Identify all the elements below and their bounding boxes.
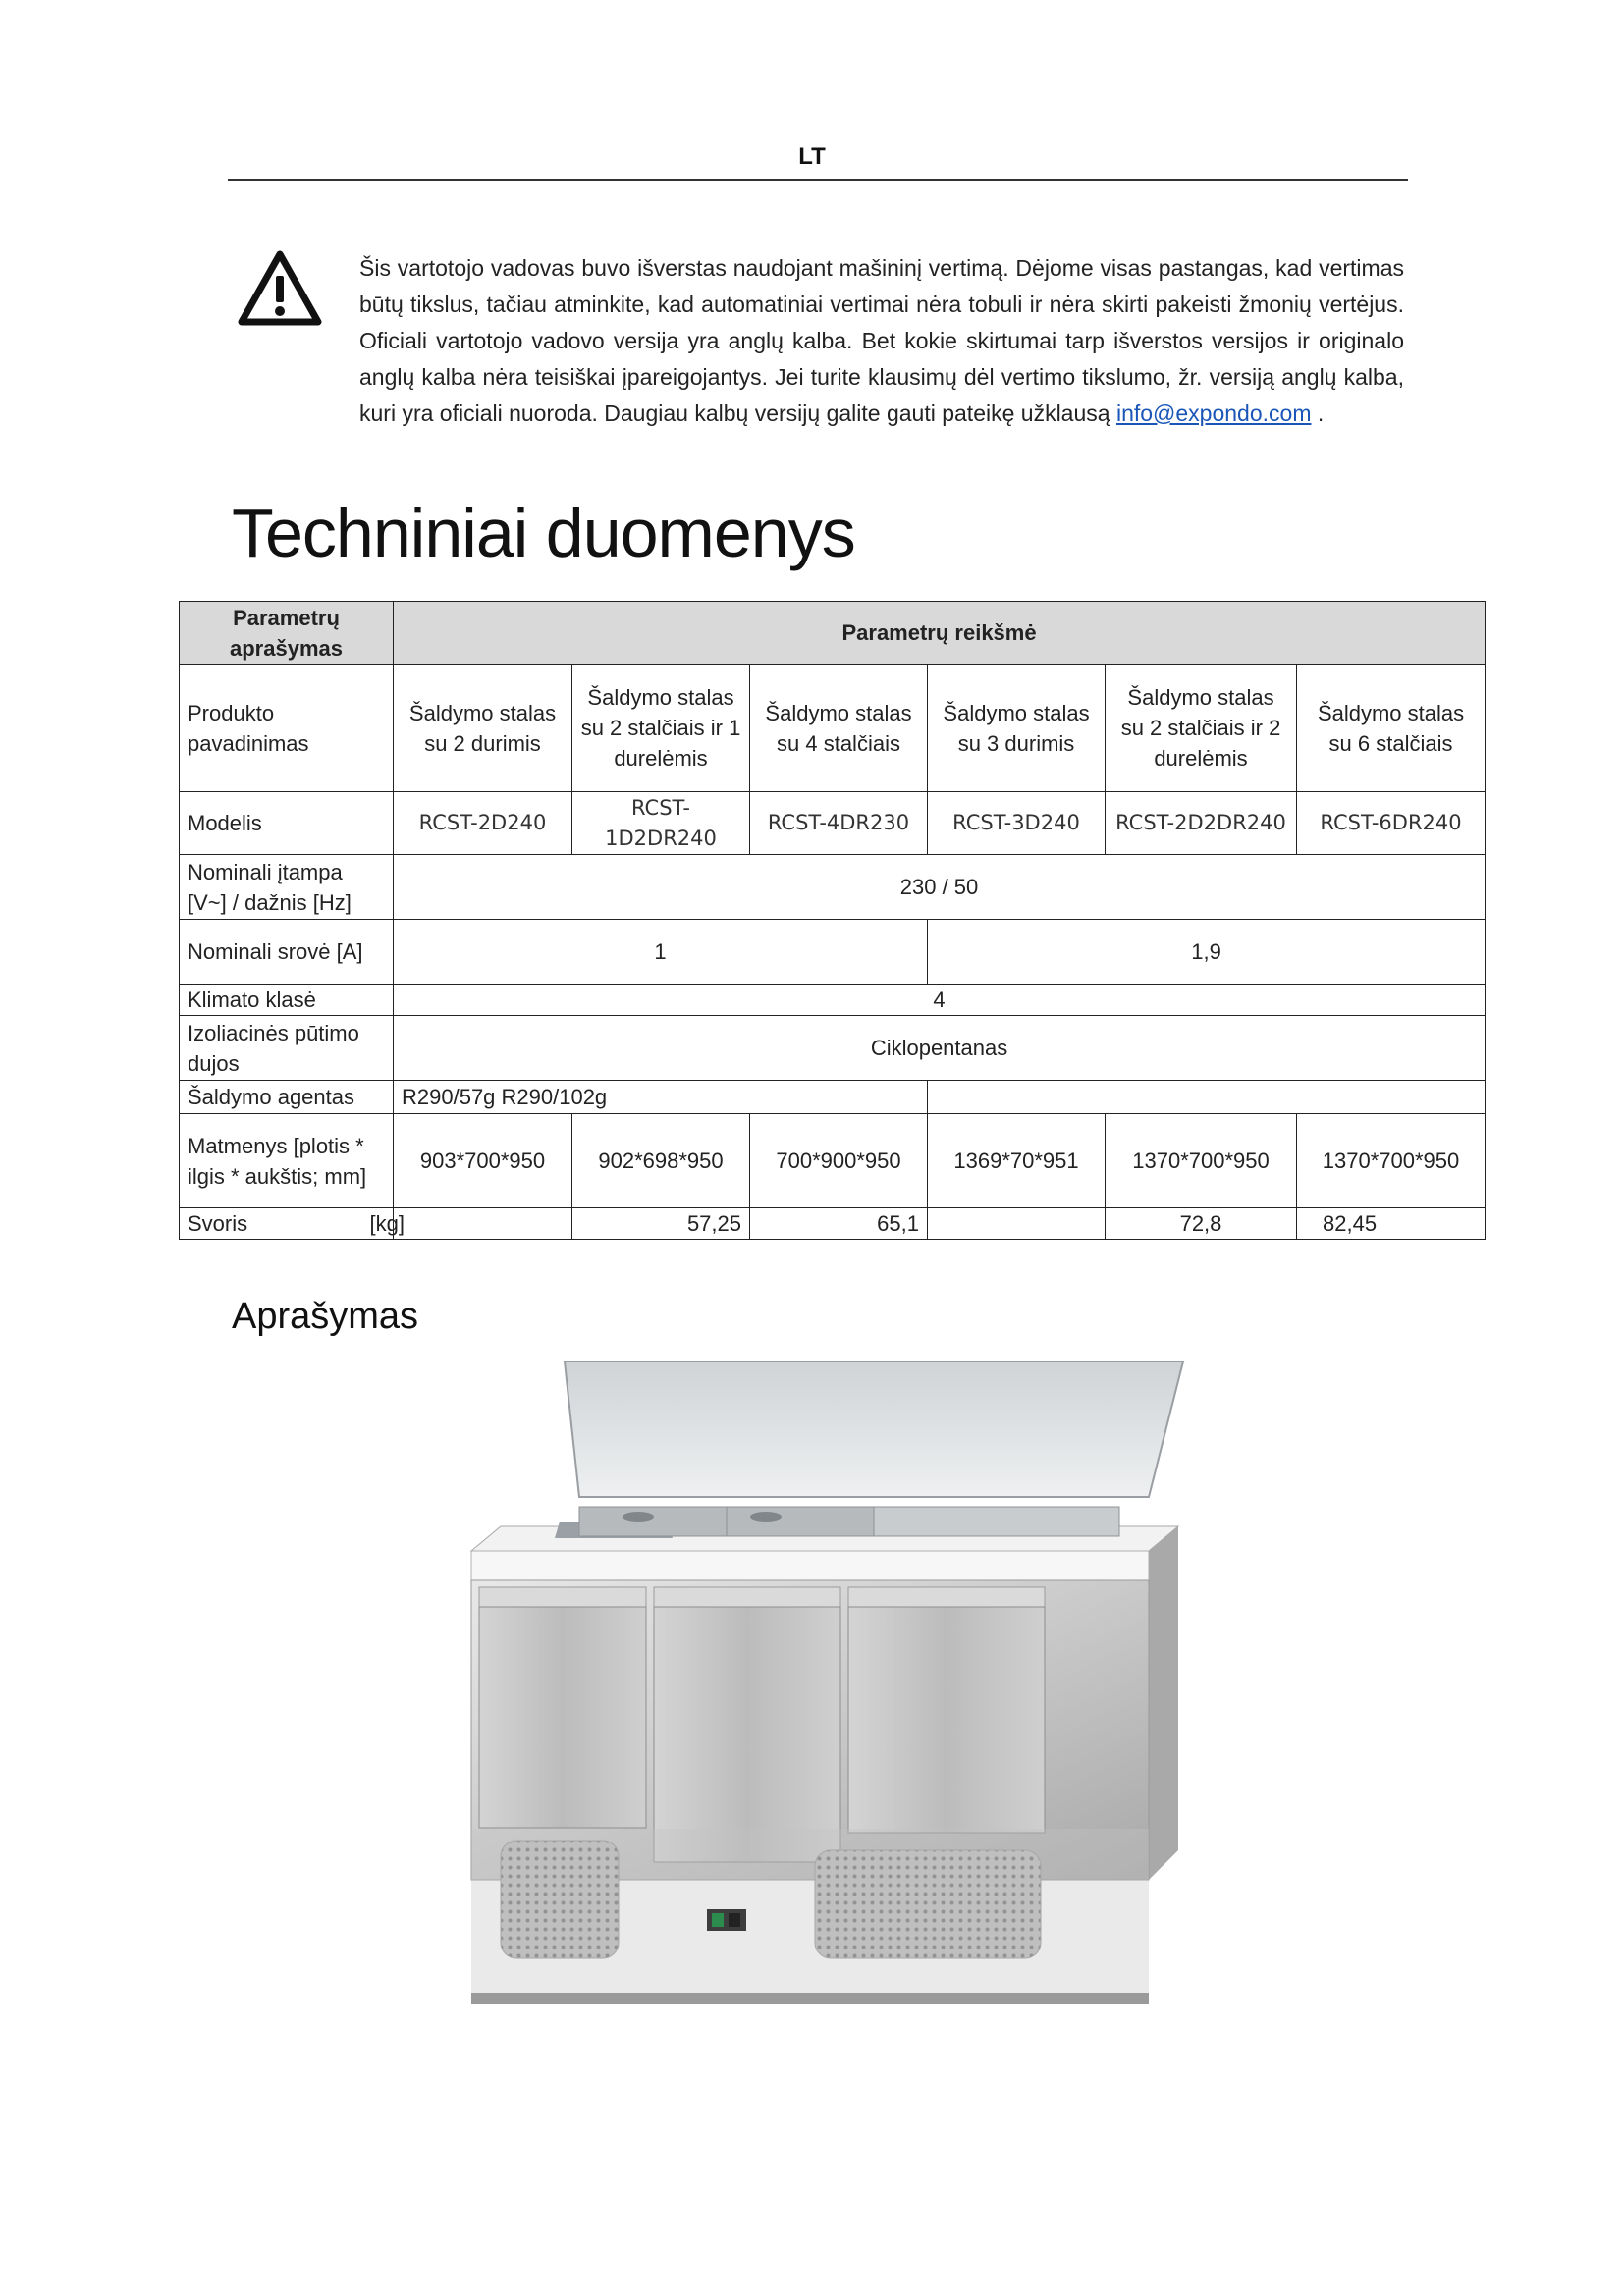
- weight-label-cell: [180, 1208, 405, 1240]
- dimensions-cell: 700*900*950: [750, 1114, 928, 1208]
- dimensions-cell: 1370*700*950: [1297, 1114, 1486, 1208]
- refrigerated-table-photo: [461, 1360, 1188, 2012]
- weight-cell: 65,1: [750, 1208, 928, 1240]
- current-row: [180, 920, 1486, 985]
- technical-data-table: [179, 601, 1486, 1240]
- model-cell: RCST-6DR240: [1297, 792, 1486, 855]
- refrigerant-empty-cell: [928, 1081, 1486, 1114]
- header-value-cell: Parametrų reikšmė: [394, 602, 1486, 665]
- section-title: Techniniai duomenys: [232, 495, 855, 571]
- translation-disclaimer: [359, 250, 1404, 432]
- voltage-value: 230 / 50: [394, 855, 1486, 920]
- model-cell: RCST-3D240: [928, 792, 1106, 855]
- weight-unit: [kg]: [369, 1211, 405, 1236]
- voltage-label: Nominali įtampa [V~] / dažnis [Hz]: [180, 855, 394, 920]
- voltage-row: [180, 855, 1486, 920]
- model-cell: RCST-2D240: [394, 792, 572, 855]
- model-cell: RCST-2D2DR240: [1106, 792, 1297, 855]
- header-divider: [228, 179, 1408, 181]
- current-value-a: 1: [394, 920, 928, 985]
- page-language-label: LT: [798, 143, 826, 170]
- weight-row: [180, 1208, 1486, 1240]
- climate-row: [180, 985, 1486, 1016]
- contact-email-link[interactable]: info@expondo.com: [1115, 400, 1312, 426]
- weight-cell: 82,45: [1297, 1208, 1486, 1240]
- insulation-label: Izoliacinės pūtimo dujos: [180, 1016, 394, 1081]
- refrigerant-row: [180, 1081, 1486, 1114]
- model-cell: RCST-4DR230: [750, 792, 928, 855]
- model-cell: RCST-1D2DR240: [572, 792, 750, 855]
- dimensions-cell: 902*698*950: [572, 1114, 750, 1208]
- product-cell: Šaldymo stalas su 6 stalčiais: [1297, 665, 1486, 792]
- description-title: Aprašymas: [232, 1296, 419, 1337]
- disclaimer-text: Šis vartotojo vadovas buvo išverstas naudojant mašininį vertimą. Dėjome visas pastangas, kad vertimas būtų tikslus, tačiau atminkite, kad automatiniai vertimai nėra tobuli ir nėra skirti pakeisti žmonių vertėjus. Oficiali vartotojo vadovo versija yra anglų kalba. Bet kokie skirtumai tarp išverstos versijos ir originalo anglų kalba nėra teisiškai įpareigojantys. Jei turite klausimų dėl vertimo tikslumo, žr. versiją anglų kalba, kuri yra oficiali nuoroda. Daugiau kalbų versijų galite gauti pateikę užklausą: [359, 255, 1404, 426]
- insulation-value: Ciklopentanas: [394, 1016, 1486, 1081]
- product-row: [180, 665, 1486, 792]
- product-cell: Šaldymo stalas su 2 stalčiais ir 1 durelėmis: [572, 665, 750, 792]
- model-row: [180, 792, 1486, 855]
- product-cell: Šaldymo stalas su 2 stalčiais ir 2 durelėmis: [1106, 665, 1297, 792]
- product-cell: Šaldymo stalas su 2 durimis: [394, 665, 572, 792]
- product-cell: Šaldymo stalas su 3 durimis: [928, 665, 1106, 792]
- climate-value: 4: [394, 985, 1486, 1016]
- weight-cell: 57,25: [572, 1208, 750, 1240]
- weight-empty-cell: [394, 1208, 572, 1240]
- refrigerant-label: Šaldymo agentas: [180, 1081, 394, 1114]
- dimensions-cell: 903*700*950: [394, 1114, 572, 1208]
- model-label: Modelis: [180, 792, 394, 855]
- header-param-cell: Parametrų aprašymas: [180, 602, 394, 665]
- climate-label: Klimato klasė: [180, 985, 394, 1016]
- insulation-row: [180, 1016, 1486, 1081]
- current-label: Nominali srovė [A]: [180, 920, 394, 985]
- table-header-row: [180, 602, 1486, 665]
- dimensions-row: [180, 1114, 1486, 1208]
- refrigerant-value: R290/57g R290/102g: [394, 1081, 928, 1114]
- weight-cell: [928, 1208, 1106, 1240]
- weight-label: Svoris: [188, 1211, 248, 1236]
- weight-cell: 72,8: [1106, 1208, 1297, 1240]
- dimensions-cell: 1370*700*950: [1106, 1114, 1297, 1208]
- warning-triangle-icon: [238, 250, 322, 327]
- disclaimer-end: .: [1311, 400, 1325, 426]
- dimensions-cell: 1369*70*951: [928, 1114, 1106, 1208]
- product-label: Produkto pavadinimas: [180, 665, 394, 792]
- dimensions-label: Matmenys [plotis * ilgis * aukštis; mm]: [180, 1114, 394, 1208]
- current-value-b: 1,9: [928, 920, 1486, 985]
- product-cell: Šaldymo stalas su 4 stalčiais: [750, 665, 928, 792]
